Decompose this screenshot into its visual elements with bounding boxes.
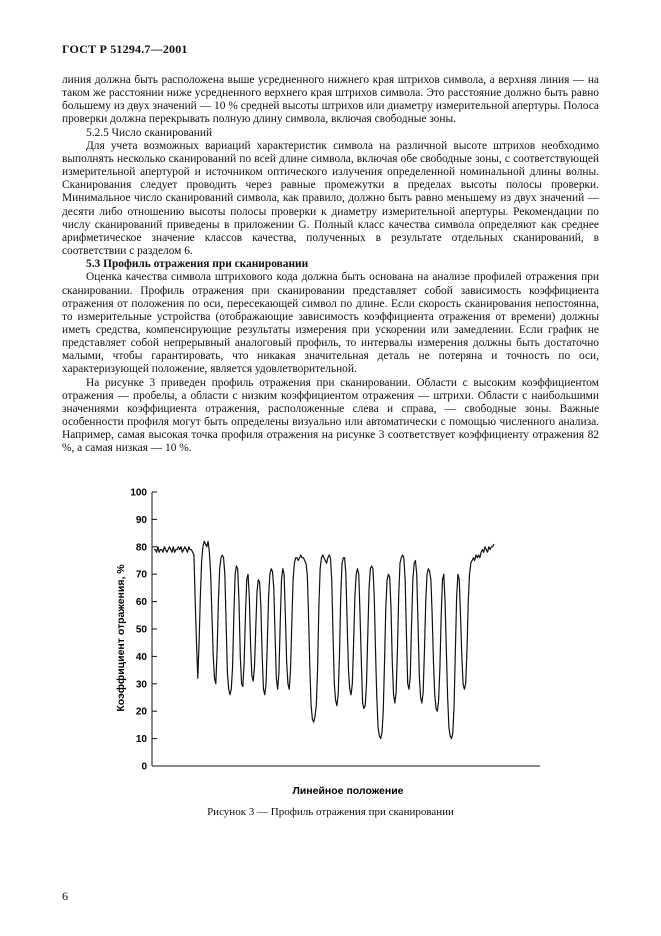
reflectance-profile-chart [108, 480, 568, 810]
y-tick-label: 70 [135, 569, 147, 581]
figure-caption: Рисунок 3 — Профиль отражения при сканировании [207, 806, 454, 818]
x-axis-label: Линейное положение [292, 785, 404, 797]
y-tick-label: 20 [135, 706, 147, 718]
series-layer [154, 541, 494, 738]
reflectance-profile-figure [108, 480, 568, 810]
body-text [62, 74, 599, 456]
section-heading: 5.2.5 Число сканирований [86, 126, 213, 139]
section-heading: 5.3 Профиль отражения при сканировании [86, 258, 309, 271]
y-tick-label: 100 [130, 487, 147, 499]
reflectance-profile-line [154, 541, 494, 738]
paragraph: линия должна быть расположена выше усредненного нижнего края штрихов символа, а верхняя линия — на таком же расстоянии ниже усредненного верхнего края штрихов символа. Это расстояние должно быть равно большему из двух значений — 10 % средней высоты штрихов или диаметру измерительной апертуры. Полоса проверки должна перекрывать полную длину символа, включая свободные зоны. [62, 74, 599, 126]
y-tick-label: 60 [135, 597, 147, 609]
page-number: 6 [62, 889, 68, 903]
y-tick-label: 0 [141, 761, 147, 773]
paragraph: Оценка качества символа штрихового кода должна быть основана на анализе профилей отражения при сканировании. Профиль отражения при сканировании представляет собой зависимость коэффициента отражения от положения по оси, пересекающей символ по длине. Если скорость сканирования непостоянна, то измерительные устройства (отображающие зависимость коэффициента отражения от времени) должны иметь средства, компенсирующие результаты измерения при ускорении или замедлении. Если график не представляет собой непрерывный аналоговый профиль, то интервалы измерения должны быть достаточно малыми, чтобы гарантировать, что никакая значительная деталь не потеряна и точность по оси, характеризующей положение, является удовлетворительной. [62, 271, 599, 376]
y-axis-label: Коэффициент отражения, % [115, 564, 127, 712]
y-tick-label: 40 [135, 651, 147, 663]
y-tick-label: 50 [135, 624, 147, 636]
paragraph: На рисунке 3 приведен профиль отражения при сканировании. Области с высоким коэффициентом отражения — пробелы, а области с низким коэффициентом отражения — штрихи. Области с наибольшими значениями коэффициента отражения, расположенные слева и справа, — свободные зоны. Важные особенности профиля могут быть определены визуально или автоматически с помощью численного анализа. Например, самая высокая точка профиля отражения на рисунке 3 соответствует коэффициенту отражения 82 %, а самая низкая — 10 %. [62, 376, 599, 455]
paragraph: Для учета возможных вариаций характеристик символа на различной высоте штрихов необходимо выполнять несколько сканирований по всей длине символа, включая обе свободные зоны, с соответствующей измерительной апертурой и источником оптического излучения определенной номинальной длины волны. Сканирования следует проводить через равные промежутки в пределах высоты полосы проверки. Минимальное число сканирований символа, как правило, должно быть равно меньшему из двух значений — десяти либо отношению высоты полосы проверки к диаметру измерительной апертуры. Рекомендации по числу сканирований приведены в приложении G. Полный класс качества символа определяют как среднее арифметическое значение классов качества, полученных в результате отдельных сканирований, в соответствии с разделом 6. [62, 139, 599, 258]
y-tick-label: 10 [135, 734, 147, 746]
y-tick-label: 30 [135, 679, 147, 691]
y-tick-label: 80 [135, 542, 147, 554]
page-header: ГОСТ Р 51294.7—2001 [62, 42, 188, 56]
y-tick-label: 90 [135, 514, 147, 526]
y-axis [130, 488, 157, 773]
